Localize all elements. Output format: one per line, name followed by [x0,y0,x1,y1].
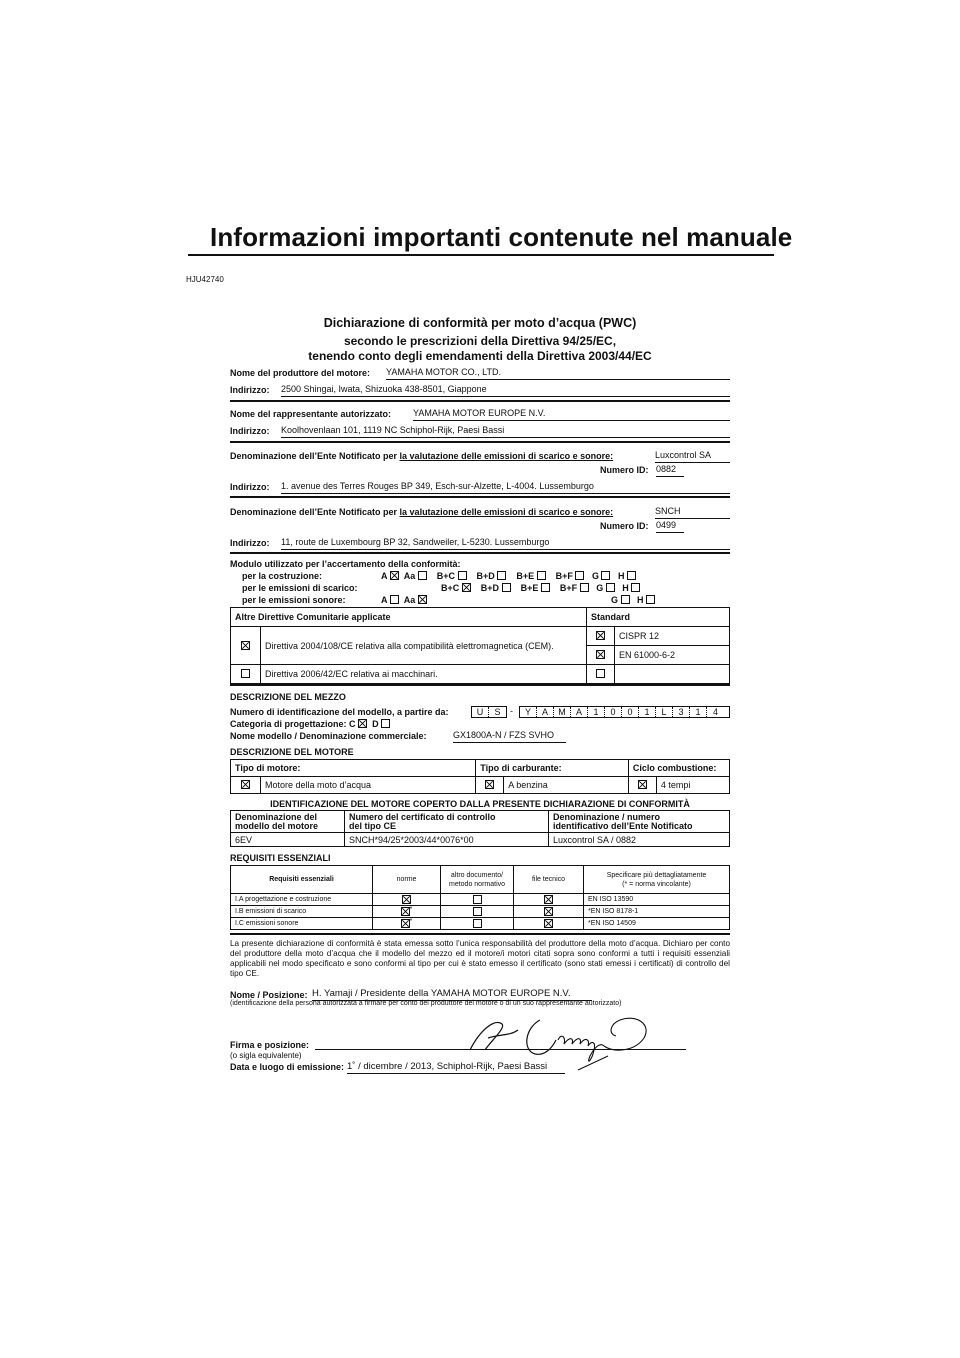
section-rule [230,684,730,686]
manufacturer-name: YAMAHA MOTOR CO., LTD. [386,367,730,380]
directives-header-left: Altre Direttive Comunitarie applicate [231,608,587,627]
checkbox-checked [390,571,399,580]
directive-2-text: Direttiva 2006/42/EC relativa ai macchinari. [261,665,587,684]
notified-body-2-label [230,507,613,521]
requirements-header-norms: norme [373,866,441,894]
standard-1-text: CISPR 12 [615,627,730,646]
vehicle-category: Categoria di progettazione: C D [230,719,390,733]
engine-fuel-checkbox-cell [476,777,504,794]
checkbox-checked [418,595,427,604]
vehicle-model-label: Nome modello / Denominazione commerciale: [230,731,427,741]
identification-model: 6EV [231,833,345,847]
checkbox-empty [418,571,427,580]
requirements-header-req: Requisiti essenziali [231,866,373,894]
checkbox-empty [627,571,636,580]
requirement-norms-cell [373,894,441,906]
engine-type-checkbox-cell [231,777,261,794]
checkbox-empty [502,583,511,592]
signatory-name: H. Yamaji / Presidente della YAMAHA MOTOR EUROPE N.V. [312,988,592,1001]
signature-note: (o sigla equivalente) [230,1051,302,1060]
checkbox-empty [390,595,399,604]
identification-table [230,810,730,847]
notified-body-1-name: Luxcontrol SA [655,450,730,463]
requirements-header-spec: Specificare più dettagliatamente (* = norma vincolante) [584,866,730,894]
signature-label: Firma e posizione: [230,1040,310,1050]
checkbox-empty [541,583,550,592]
notified-body-2-label-prefix: Denominazione dell’Ente Notificato per [230,507,398,517]
checkbox-checked [241,780,250,789]
checkbox-checked [544,907,553,916]
checkbox-empty [497,571,506,580]
engine-table [230,759,730,794]
module-noise-options-a: A Aa [381,595,427,609]
notified-body-2-id-label: Numero ID: [600,521,649,531]
checkbox-empty [621,595,630,604]
checkbox-empty [473,895,482,904]
checkbox-empty [646,595,655,604]
requirement-row-name: I.A progettazione e costruzione [231,894,373,906]
vehicle-id-prefix-box: U S [471,706,507,718]
engine-cycle-checkbox-cell [628,777,656,794]
module-noise-options-gh: G H [611,595,655,609]
date-label: Data e luogo di emissione: [230,1062,345,1072]
notified-body-1-label-underlined: la valutazione delle emissioni di scarico e sonore: [399,451,614,461]
modules-row-construction: per la costruzione: [242,571,323,581]
section-rule [230,441,730,443]
section-rule [230,552,730,554]
declaration-subheading-1: secondo le prescrizioni della Direttiva 94/25/EC, [343,334,617,348]
vehicle-model: GX1800A-N / FZS SVHO [453,730,566,743]
requirement-row-name: I.C emissioni sonore [231,918,373,930]
checkbox-checked [638,780,647,789]
manufacturer-address: 2500 Shingai, Iwata, Shizuoka 438-8501, Giappone [281,384,730,397]
page-title: Informazioni importanti contenute nel manuale [210,222,793,252]
requirement-norms-cell: * [373,906,441,918]
representative-name-label: Nome del rappresentante autorizzato: [230,409,392,419]
checkbox-empty [473,907,482,916]
notified-body-2-id: 0499 [656,520,684,533]
section-rule [230,496,730,498]
checkbox-checked [401,907,410,916]
representative-name: YAMAHA MOTOR EUROPE N.V. [413,408,730,421]
checkbox-checked [401,919,410,928]
requirements-header-other: altro documento/ metodo normativo [441,866,514,894]
vehicle-id-label: Numero di identificazione del modello, a partire da: [230,707,449,717]
title-rule [188,254,774,256]
checkbox-checked [402,895,411,904]
checkbox-empty [631,583,640,592]
directive-2-checkbox-cell [231,665,261,684]
identification-title: IDENTIFICAZIONE DEL MOTORE COPERTO DALLA PRESENTE DICHIARAZIONE DI CONFORMITÀ [270,799,690,809]
checkbox-checked [596,631,605,640]
requirement-spec: EN ISO 13590 [584,894,730,906]
declaration-subheading [230,334,730,364]
engine-header-fuel: Tipo di carburante: [476,760,629,777]
checkbox-empty [601,571,610,580]
identification-notified-body: Luxcontrol SA / 0882 [549,833,730,847]
requirement-spec: *EN ISO 14509 [584,918,730,930]
notified-body-1-label [230,451,613,465]
notified-body-1-address-label: Indirizzo: [230,482,270,492]
vehicle-id-suffix-box: Y A M A 1 0 0 1 L 3 1 4 [519,706,730,718]
standard-2-checkbox-cell [587,646,615,665]
checkbox-empty [575,571,584,580]
requirements-table [230,865,730,930]
checkbox-empty [580,583,589,592]
requirement-norms-cell: * [373,918,441,930]
notified-body-2-label-underlined: la valutazione delle emissioni di scarico e sonore: [399,507,614,517]
module-exhaust-options: B+C B+D B+E B+F G H [441,583,640,597]
directive-1-text: Direttiva 2004/108/CE relativa alla compatibilità elettromagnetica (CEM). [261,627,587,665]
conformity-statement: La presente dichiarazione di conformità è stata emessa sotto l’unica responsabilità del produttore della moto d’acqua. Dichiaro per conto del produttore della moto d’acqua che il modello del mezzo ed il motore/i motori citati sopra sono conformi a tutti i requisiti essenziali applicabili nel modo specificato e sono conformi al tipo per cui è stato emesso il certificato (sono stati emessi i certificati) di controllo del tipo CE. [230,939,730,978]
requirement-file-cell [514,894,584,906]
date-place: 1˚ / dicembre / 2013, Schiphol-Rijk, Paesi Bassi [347,1061,565,1074]
engine-cycle: 4 tempi [656,777,729,794]
notified-body-1-label-prefix: Denominazione dell’Ente Notificato per [230,451,398,461]
notified-body-2-address: 11, route de Luxembourg BP 32, Sandweiler, L-5230. Lussemburgo [281,537,730,550]
standard-3-text [615,665,730,684]
checkbox-empty [473,919,482,928]
signatory-name-note: (identificazione della persona autorizzata a firmare per conto del produttore del motore o di un suo rappresentante autorizzato) [230,1000,622,1007]
signature-line [315,1049,686,1050]
notified-body-1-address: 1. avenue des Terres Rouges BP 349, Esch-sur-Alzette, L-4004. Lussemburgo [281,481,730,494]
vehicle-section-title: DESCRIZIONE DEL MEZZO [230,692,346,702]
requirement-file-cell [514,906,584,918]
checkbox-empty [241,669,250,678]
checkbox-checked [544,919,553,928]
directives-header-right: Standard [587,608,730,627]
engine-section-title: DESCRIZIONE DEL MOTORE [230,747,354,757]
section-rule [230,400,730,402]
declaration-subheading-2: tenendo conto degli emendamenti della Direttiva 2003/44/EC [308,349,652,363]
modules-row-exhaust: per le emissioni di scarico: [242,583,358,593]
representative-address-label: Indirizzo: [230,426,270,436]
representative-address: Koolhovenlaan 101, 1119 NC Schiphol-Rijk, Paesi Bassi [281,425,730,438]
modules-title: Modulo utilizzato per l’accertamento della conformità: [230,559,461,569]
manufacturer-address-label: Indirizzo: [230,385,270,395]
engine-header-cycle: Ciclo combustione: [628,760,729,777]
checkbox-empty [596,669,605,678]
notified-body-2-address-label: Indirizzo: [230,538,270,548]
requirement-other-cell [441,906,514,918]
checkbox-empty [537,571,546,580]
requirements-section-title: REQUISITI ESSENZIALI [230,853,331,863]
identification-header-certificate: Numero del certificato di controllo del tipo CE [345,811,549,833]
directive-1-checkbox-cell [231,627,261,665]
identification-header-notified-body: Denominazione / numero identificativo dell’Ente Notificato [549,811,730,833]
standard-1-checkbox-cell [587,627,615,646]
requirement-other-cell [441,918,514,930]
notified-body-1-id-label: Numero ID: [600,465,649,475]
checkbox-checked [241,641,250,650]
checkbox-checked [485,780,494,789]
requirement-row-name: I.B emissioni di scarico [231,906,373,918]
identification-certificate: SNCH*94/25*2003/44*0076*00 [345,833,549,847]
requirements-header-file: file tecnico [514,866,584,894]
notified-body-2-name: SNCH [655,506,730,519]
standard-2-text: EN 61000-6-2 [615,646,730,665]
manufacturer-name-label: Nome del produttore del motore: [230,368,371,378]
checkbox-empty [381,719,390,728]
requirement-other-cell [441,894,514,906]
modules-row-noise: per le emissioni sonore: [242,595,346,605]
engine-fuel: A benzina [504,777,629,794]
checkbox-empty [606,583,615,592]
section-rule [230,933,730,935]
requirement-file-cell [514,918,584,930]
reference-code: HJU42740 [186,275,224,284]
module-construction-options: A Aa B+C B+D B+E B+F G H [381,571,636,585]
engine-type: Motore della moto d’acqua [261,777,476,794]
standard-3-checkbox-cell [587,665,615,684]
declaration-heading: Dichiarazione di conformità per moto d’acqua (PWC) [323,316,637,330]
checkbox-checked [544,895,553,904]
checkbox-checked [358,719,367,728]
checkbox-checked [462,583,471,592]
notified-body-1-id: 0882 [656,464,684,477]
checkbox-checked [596,650,605,659]
directives-table [230,607,730,684]
vehicle-id-dash: - [510,706,513,716]
engine-header-type: Tipo di motore: [231,760,476,777]
signatory-name-label: Nome / Posizione: [230,990,308,1000]
identification-header-model: Denominazione del modello del motore [231,811,345,833]
checkbox-empty [458,571,467,580]
requirement-spec: *EN ISO 8178-1 [584,906,730,918]
